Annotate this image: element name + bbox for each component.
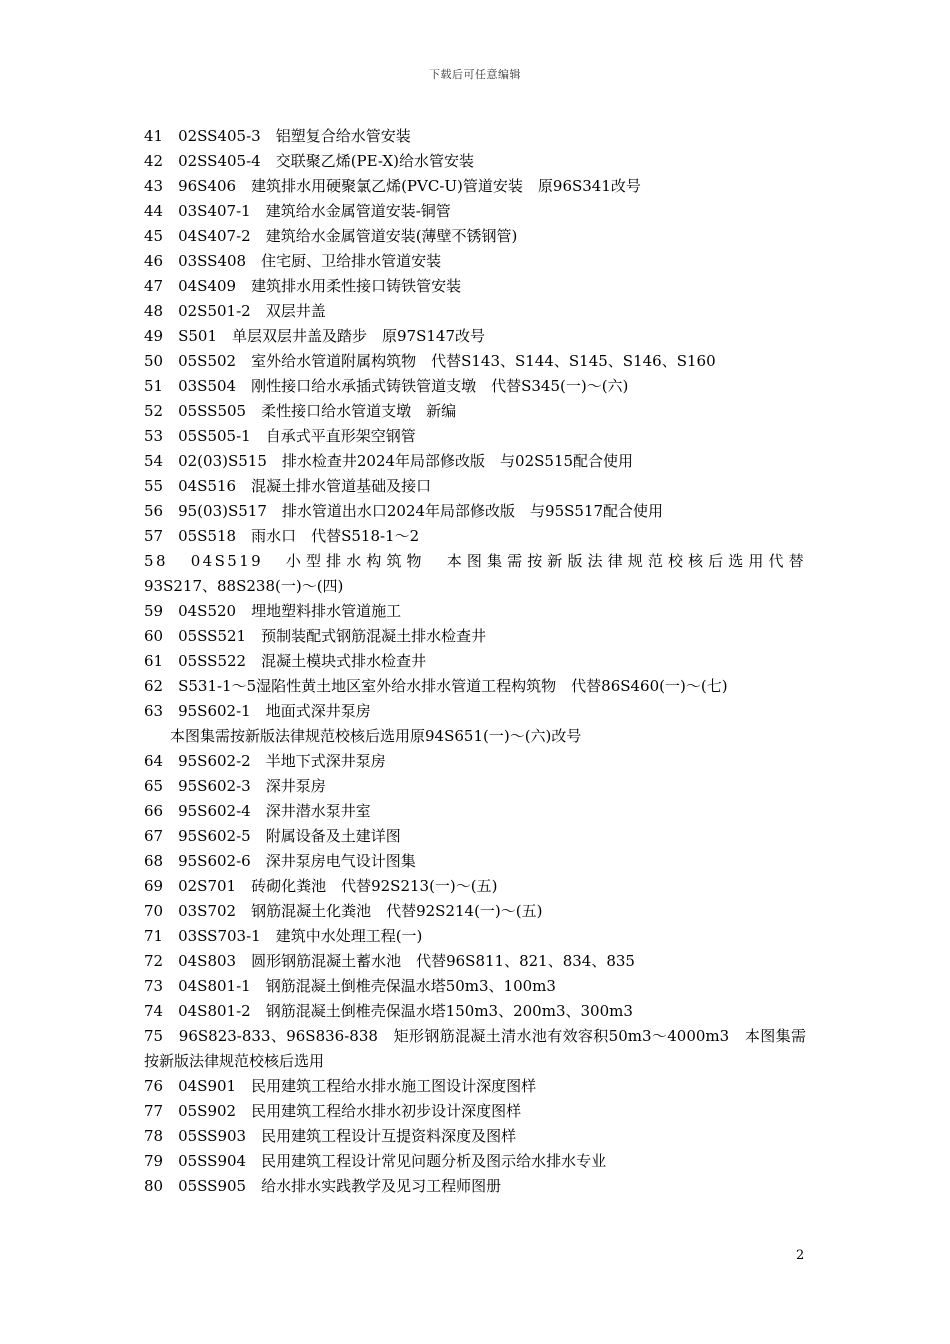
list-item: 76 04S901 民用建筑工程给水排水施工图设计深度图样 — [144, 1077, 537, 1095]
list-item: 74 04S801-2 钢筋混凝土倒椎壳保温水塔150m3、200m3、300m3 — [144, 1002, 633, 1020]
list-item: 75 96S823-833、96S836-838 矩形钢筋混凝土清水池有效容积50m3～4000m3 本图集需按新版法律规范校核后选用 — [144, 1027, 806, 1070]
list-item: 45 04S407-2 建筑给水金属管道安装(薄壁不锈钢管) — [144, 227, 518, 245]
list-item: 71 03SS703-1 建筑中水处理工程(一) — [144, 927, 423, 945]
list-item: 52 05SS505 柔性接口给水管道支墩 新编 — [144, 402, 457, 420]
list-item: 63 95S602-1 地面式深井泵房 — [144, 702, 371, 720]
list-item: 43 96S406 建筑排水用硬聚氯乙烯(PVC-U)管道安装 原96S341改号 — [144, 177, 641, 195]
list-item: 41 02SS405-3 铝塑复合给水管安装 — [144, 127, 411, 145]
list-item: 69 02S701 砖砌化粪池 代替92S213(一)～(五) — [144, 877, 498, 895]
list-item: 60 05SS521 预制装配式钢筋混凝土排水检查井 — [144, 627, 487, 645]
page-header: 下载后可任意编辑 — [429, 68, 521, 81]
list-item: 66 95S602-4 深井潜水泵井室 — [144, 802, 371, 820]
list-item: 44 03S407-1 建筑给水金属管道安装-铜管 — [144, 202, 451, 220]
page-number: 2 — [796, 1248, 805, 1263]
list-item: 72 04S803 圆形钢筋混凝土蓄水池 代替96S811、821、834、835 — [144, 952, 635, 970]
list-item-continuation: 93S217、88S238(一)～(四) — [144, 577, 344, 595]
list-item: 73 04S801-1 钢筋混凝土倒椎壳保温水塔50m3、100m3 — [144, 977, 556, 995]
list-item: 79 05SS904 民用建筑工程设计常见问题分析及图示给水排水专业 — [144, 1152, 607, 1170]
list-item: 59 04S520 埋地塑料排水管道施工 — [144, 602, 402, 620]
list-item: 61 05SS522 混凝土模块式排水检查井 — [144, 652, 427, 670]
list-item: 55 04S516 混凝土排水管道基础及接口 — [144, 477, 432, 495]
list-item: 50 05S502 室外给水管道附属构筑物 代替S143、S144、S145、S146、S160 — [144, 352, 716, 370]
list-item: 51 03S504 刚性接口给水承插式铸铁管道支墩 代替S345(一)～(六) — [144, 377, 629, 395]
list-item-note: 本图集需按新版法律规范校核后选用原94S651(一)～(六)改号 — [170, 727, 582, 745]
list-item: 49 S501 单层双层井盖及踏步 原97S147改号 — [144, 327, 485, 345]
list-item: 80 05SS905 给水排水实践教学及见习工程师图册 — [144, 1177, 502, 1195]
list-item: 53 05S505-1 自承式平直形架空钢管 — [144, 427, 416, 445]
list-item: 78 05SS903 民用建筑工程设计互提资料深度及图样 — [144, 1127, 517, 1145]
standards-list — [144, 124, 806, 1199]
list-item: 58 04S519 小型排水构筑物 本图集需按新版法律规范校核后选用代替 — [144, 552, 806, 570]
list-item: 68 95S602-6 深井泵房电气设计图集 — [144, 852, 416, 870]
list-item: 56 95(03)S517 排水管道出水口2024年局部修改版 与95S517配合使用 — [144, 502, 664, 520]
list-item: 57 05S518 雨水口 代替S518-1～2 — [144, 527, 420, 545]
list-item: 62 S531-1～5湿陷性黄土地区室外给水排水管道工程构筑物 代替86S460(一)～(七) — [144, 677, 728, 695]
list-item: 46 03SS408 住宅厨、卫给排水管道安装 — [144, 252, 442, 270]
list-item: 65 95S602-3 深井泵房 — [144, 777, 326, 795]
list-item: 70 03S702 钢筋混凝土化粪池 代替92S214(一)～(五) — [144, 902, 543, 920]
list-item: 54 02(03)S515 排水检查井2024年局部修改版 与02S515配合使用 — [144, 452, 634, 470]
list-item: 77 05S902 民用建筑工程给水排水初步设计深度图样 — [144, 1102, 522, 1120]
list-item: 48 02S501-2 双层井盖 — [144, 302, 326, 320]
list-item: 64 95S602-2 半地下式深井泵房 — [144, 752, 386, 770]
list-item: 42 02SS405-4 交联聚乙烯(PE-X)给水管安装 — [144, 152, 474, 170]
list-item: 47 04S409 建筑排水用柔性接口铸铁管安装 — [144, 277, 462, 295]
list-item: 67 95S602-5 附属设备及土建详图 — [144, 827, 401, 845]
